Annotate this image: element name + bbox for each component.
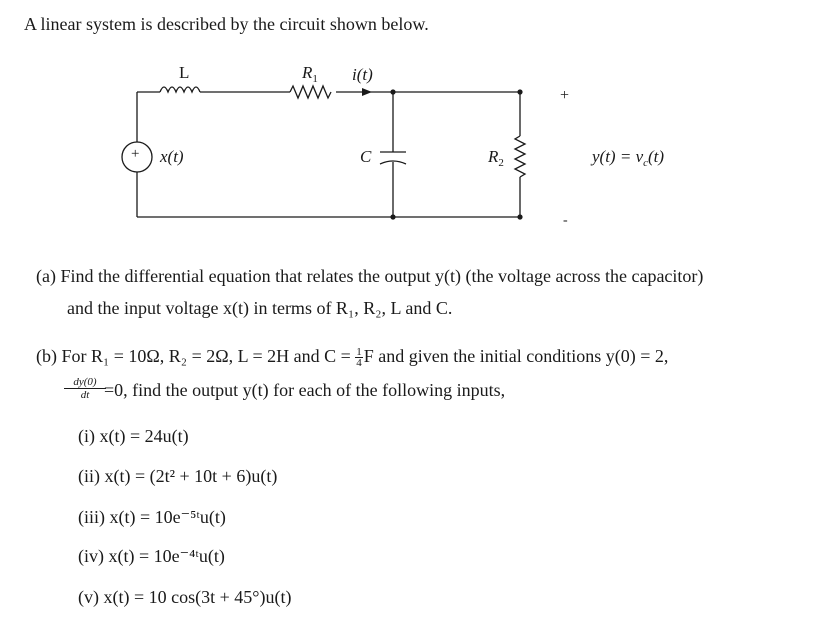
output-minus-sign: -	[563, 213, 568, 228]
resistor-r1-zigzag	[290, 86, 331, 98]
source-plus-sign: +	[131, 146, 140, 162]
part-b-line1	[36, 346, 668, 368]
part-b-line2: =0, find the output y(t) for each of the following inputs,	[104, 380, 506, 400]
capacitance-fraction	[355, 347, 363, 368]
resistor2-label: $R_2$	[488, 147, 504, 169]
derivative-numerator: dy(0)	[64, 376, 106, 389]
input-item-3: (iii) x(t) = 10e⁻⁵ᵗu(t)	[78, 507, 226, 527]
resistor-r2-zigzag	[515, 136, 525, 177]
circuit-diagram	[0, 0, 822, 240]
derivative-fraction	[64, 376, 106, 401]
resistor1-label: $R_1$	[302, 63, 318, 85]
node-bottom-cap	[390, 214, 395, 219]
part-a-line2: and the input voltage x(t) in terms of R₁, R₂, L and C.	[67, 298, 453, 318]
inductor-coil	[160, 87, 200, 92]
part-b-pre: (b) For R₁ = 10Ω, R₂ = 2Ω, L = 2H and C =	[36, 346, 356, 366]
output-label: $y(t) = v_c(t)$	[592, 147, 665, 169]
inductor-label: L	[179, 63, 190, 82]
part-a-line1: (a) Find the differential equation that relates the output y(t) (the voltage across the capacitor)	[36, 266, 704, 286]
fraction-numerator: 1	[356, 346, 362, 359]
input-label: x(t)	[160, 147, 184, 166]
current-arrow-icon	[362, 88, 372, 96]
node-top-cap	[390, 89, 395, 94]
fraction-denominator: 4	[356, 357, 362, 370]
intro-text: A linear system is described by the circuit shown below.	[24, 14, 429, 34]
input-item-1: (i) x(t) = 24u(t)	[78, 426, 189, 446]
input-item-2: (ii) x(t) = (2t² + 10t + 6)u(t)	[78, 466, 278, 486]
part-b-post: F and given the initial conditions y(0) = 2,	[363, 346, 669, 366]
node-top-r2	[517, 89, 522, 94]
output-plus-sign: +	[560, 87, 570, 104]
derivative-denominator: dt	[80, 389, 90, 401]
capacitor-label: C	[360, 147, 372, 166]
input-item-4: (iv) x(t) = 10e⁻⁴ᵗu(t)	[78, 546, 225, 566]
node-bottom-r2	[517, 214, 522, 219]
input-item-5: (v) x(t) = 10 cos(3t + 45°)u(t)	[78, 587, 292, 607]
current-label: i(t)	[352, 65, 373, 84]
